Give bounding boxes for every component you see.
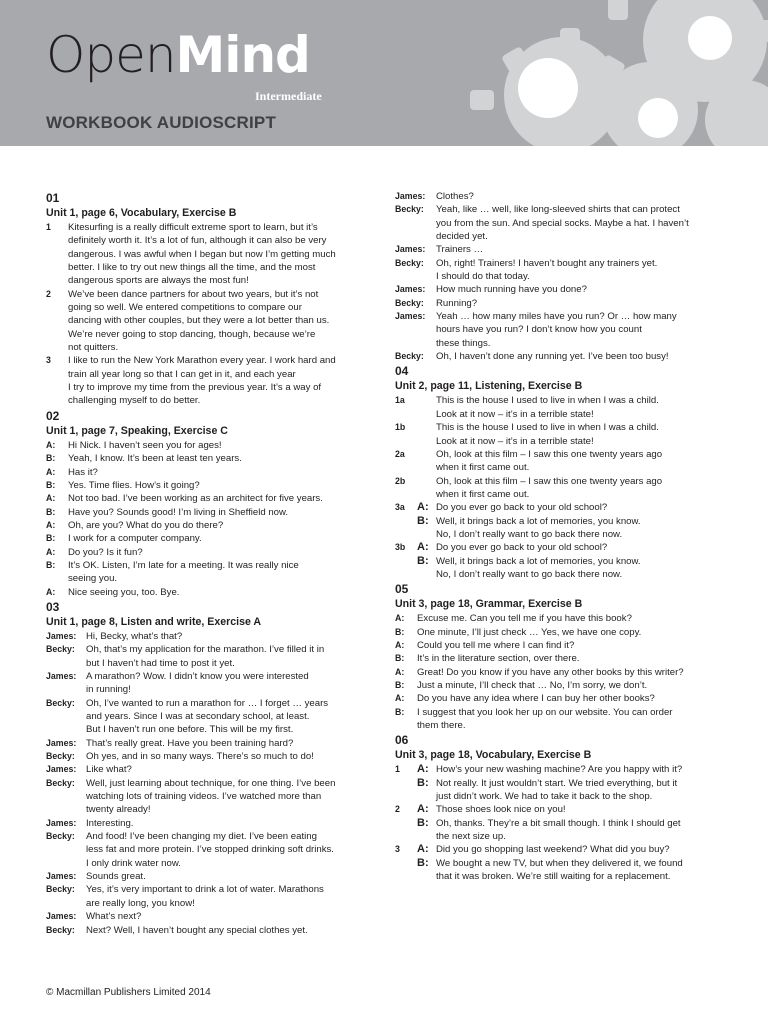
line-text: And food! I’ve been changing my diet. I’ve been eating less fat and more protein. I’ve stopped drinking soft drinks. I only drink water now. — [86, 831, 334, 869]
section-03-continued — [395, 190, 725, 363]
script-line — [395, 763, 725, 776]
line-text: Yeah, like … well, like long-sleeved shirts that can protect you from the sun. And special socks. Maybe a hat. I haven’t decided yet. — [436, 204, 689, 243]
speaker-label: 2a — [395, 448, 405, 459]
script-line — [395, 515, 725, 542]
brand-logo — [46, 26, 310, 84]
script-lines — [46, 439, 376, 599]
speaker-label: B: — [46, 533, 56, 544]
script-line — [395, 448, 725, 475]
script-line — [395, 555, 725, 582]
section-04 — [395, 363, 725, 581]
line-text: Do you ever go back to your old school? — [436, 502, 608, 514]
line-text: Yes. Time flies. How’s it going? — [68, 479, 200, 491]
script-line — [46, 817, 376, 830]
line-text: Next? Well, I haven’t bought any special clothes yet. — [86, 924, 308, 936]
header-band — [0, 0, 768, 146]
speaker-label: 3 — [395, 844, 400, 855]
script-line — [395, 257, 725, 284]
speaker-label: 3a — [395, 502, 405, 513]
script-line — [395, 777, 725, 804]
line-text: Did you go shopping last weekend? What did you buy? — [436, 844, 670, 856]
line-text: Kitesurfing is a really difficult extreme sport to learn, but it’s definitely worth it. It’s a lot of fun, although it can also be very dangerous. I was awful when I began but now I’m getting much better. I like to try out new things all the time, and the most dangerous sports are always the most fun! — [68, 222, 336, 287]
script-lines — [395, 394, 725, 581]
line-text: Oh, look at this film – I saw this one twenty years ago when it first came out. — [436, 475, 663, 500]
speaker-label: 1 — [46, 222, 51, 232]
line-text: Nice seeing you, too. Bye. — [68, 586, 180, 598]
speaker-label: James: — [46, 871, 77, 882]
speaker-label: 1b — [395, 422, 406, 433]
line-text: Well, it brings back a lot of memories, you know. No, I don’t really want to go back there now. — [436, 555, 641, 580]
speaker-label: A: — [46, 466, 56, 477]
script-line — [395, 190, 725, 203]
line-text: Hi Nick. I haven’t seen you for ages! — [68, 439, 222, 451]
section-06 — [395, 732, 725, 883]
script-line — [46, 452, 376, 465]
speaker-label: James: — [46, 817, 77, 828]
line-text: Great! Do you know if you have any other books by this writer? — [417, 666, 684, 678]
script-line — [46, 697, 376, 737]
script-line — [46, 559, 376, 586]
speaker-label: Becky: — [395, 257, 424, 268]
sub-speaker-label: A: — [417, 803, 429, 816]
script-line — [395, 541, 725, 554]
script-line — [46, 532, 376, 545]
script-line — [46, 546, 376, 559]
script-lines — [395, 190, 725, 363]
speaker-label: James: — [395, 244, 426, 255]
speaker-label: James: — [46, 737, 77, 748]
script-line — [395, 350, 725, 363]
speaker-label: 2 — [46, 288, 51, 299]
line-text: I work for a computer company. — [68, 533, 202, 545]
line-text: It’s in the literature section, over there. — [417, 653, 580, 665]
line-text: Not really. It just wouldn’t start. We tried everything, but it just didn’t work. We had to take it back to the shop. — [436, 777, 678, 803]
section-title: Unit 1, page 8, Listen and write, Exercise A — [46, 615, 262, 628]
script-line — [46, 883, 376, 910]
speaker-label: Becky: — [46, 831, 75, 842]
section-number: 03 — [46, 599, 60, 614]
script-line — [46, 763, 376, 776]
line-text: Do you ever go back to your old school? — [436, 542, 608, 554]
speaker-label: James: — [395, 311, 426, 322]
speaker-label: A: — [46, 519, 56, 530]
script-line — [46, 492, 376, 505]
brand-mind: Mind — [175, 26, 310, 84]
speaker-label: James: — [46, 764, 77, 775]
speaker-label: B: — [395, 653, 405, 664]
script-line — [395, 394, 725, 421]
sub-speaker-label: B: — [417, 554, 429, 567]
line-text: It’s OK. Listen, I’m late for a meeting. It was really nice seeing you. — [68, 559, 299, 585]
speaker-label: B: — [395, 680, 405, 690]
speaker-label: B: — [46, 506, 56, 517]
script-line — [46, 737, 376, 750]
line-text: Well, just learning about technique, for one thing. I’ve been watching lots of training videos. I’ve watched more than twenty already! — [86, 777, 336, 816]
line-text: Do you have any idea where I can buy her other books? — [417, 693, 655, 705]
speaker-label: Becky: — [395, 204, 424, 215]
script-line — [395, 283, 725, 296]
script-lines — [46, 221, 376, 408]
line-text: Excuse me. Can you tell me if you have this book? — [417, 613, 632, 625]
line-text: Oh, right! Trainers! I haven’t bought any trainers yet. I should do that today. — [436, 257, 658, 283]
speaker-label: B: — [46, 479, 56, 490]
script-line — [46, 924, 376, 937]
line-text: Hi, Becky, what’s that? — [86, 630, 183, 642]
script-line — [46, 479, 376, 492]
script-line — [46, 670, 376, 697]
sub-speaker-label: B: — [417, 856, 429, 869]
line-text: Yes, it’s very important to drink a lot of water. Marathons are really long, you know! — [86, 884, 324, 909]
script-line — [46, 750, 376, 763]
speaker-label: James: — [395, 191, 426, 201]
script-line — [395, 843, 725, 856]
script-line — [395, 817, 725, 844]
line-text: Clothes? — [436, 191, 474, 202]
speaker-label: James: — [46, 911, 77, 922]
section-number: 04 — [395, 364, 409, 379]
speaker-label: A: — [395, 666, 405, 677]
line-text: Running? — [436, 297, 478, 309]
speaker-label: A: — [395, 639, 405, 650]
speaker-label: 1 — [395, 764, 400, 775]
script-line — [46, 630, 376, 643]
speaker-label: Becky: — [46, 644, 75, 655]
script-line — [395, 501, 725, 514]
line-text: I suggest that you look her up on our website. You can order them there. — [417, 706, 673, 732]
script-line — [46, 870, 376, 883]
line-text: This is the house I used to live in when I was a child. Look at it now – it’s in a terrible state! — [436, 395, 659, 420]
script-line — [46, 586, 376, 599]
speaker-label: A: — [395, 613, 405, 624]
script-line — [395, 706, 725, 733]
script-line — [46, 288, 376, 355]
script-lines — [46, 630, 376, 937]
line-text: That’s really great. Have you been training hard? — [86, 737, 294, 749]
script-line — [395, 243, 725, 256]
section-03 — [46, 599, 376, 937]
line-text: How’s your new washing machine? Are you happy with it? — [436, 764, 683, 776]
section-05 — [395, 581, 725, 732]
line-text: Do you? Is it fun? — [68, 546, 143, 558]
speaker-label: James: — [395, 284, 426, 295]
script-line — [395, 639, 725, 652]
script-line — [395, 692, 725, 705]
speaker-label: Becky: — [395, 351, 424, 362]
sub-speaker-label: A: — [417, 541, 429, 554]
sub-speaker-label: B: — [417, 514, 429, 527]
speaker-label: James: — [46, 670, 77, 681]
speaker-label: James: — [46, 630, 77, 641]
level-label: Intermediate — [255, 89, 322, 103]
line-text: We bought a new TV, but when they delivered it, we found that it was broken. We’re still waiting for a replacement. — [436, 857, 683, 883]
sub-speaker-label: B: — [417, 816, 429, 829]
line-text: Have you? Sounds good! I’m living in Sheffield now. — [68, 506, 289, 518]
line-text: Well, it brings back a lot of memories, you know. No, I don’t really want to go back there now. — [436, 515, 641, 540]
sub-speaker-label: B: — [417, 776, 429, 789]
speaker-label: A: — [395, 693, 405, 704]
line-text: Oh, thanks. They’re a bit small though. I think I should get the next size up. — [436, 817, 681, 843]
line-text: This is the house I used to live in when I was a child. Look at it now – it’s in a terrible state! — [436, 422, 659, 447]
line-text: Oh, I haven’t done any running yet. I’ve been too busy! — [436, 351, 669, 363]
line-text: Like what? — [86, 764, 132, 776]
section-title: Unit 2, page 11, Listening, Exercise B — [395, 380, 583, 393]
speaker-label: Becky: — [46, 751, 75, 762]
section-title: Unit 1, page 6, Vocabulary, Exercise B — [46, 207, 237, 219]
script-line — [395, 612, 725, 625]
speaker-label: 2b — [395, 475, 406, 486]
script-line — [395, 803, 725, 816]
script-lines — [395, 612, 725, 732]
line-text: Oh, look at this film – I saw this one twenty years ago when it first came out. — [436, 448, 663, 474]
script-line — [395, 297, 725, 310]
speaker-label: A: — [46, 439, 56, 450]
section-title: Unit 3, page 18, Grammar, Exercise B — [395, 598, 583, 611]
speaker-label: 3 — [46, 355, 51, 366]
line-text: Interesting. — [86, 817, 134, 829]
script-line — [395, 679, 725, 692]
section-number: 05 — [395, 582, 409, 597]
section-title: Unit 1, page 7, Speaking, Exercise C — [46, 424, 228, 437]
speaker-label: Becky: — [46, 924, 75, 935]
section-number: 06 — [395, 733, 409, 748]
line-text: I like to run the New York Marathon every year. I work hard and train all year long so that I can get in it, and each year I try to improve my time from the previous year. It’s a way of challenging myself to do better. — [68, 355, 336, 407]
copyright-footer: © Macmillan Publishers Limited 2014 — [46, 987, 211, 998]
speaker-label: A: — [46, 546, 56, 557]
sub-speaker-label: A: — [417, 501, 429, 514]
line-text: Those shoes look nice on you! — [436, 804, 566, 816]
line-text: A marathon? Wow. I didn’t know you were interested in running! — [86, 670, 309, 696]
speaker-label: 2 — [395, 804, 400, 815]
page-title: WORKBOOK AUDIOSCRIPT — [46, 113, 277, 132]
speaker-label: Becky: — [46, 777, 75, 788]
script-line — [46, 910, 376, 923]
line-text: Oh yes, and in so many ways. There’s so much to do! — [86, 751, 314, 763]
script-line — [395, 203, 725, 243]
script-line — [395, 626, 725, 639]
script-line — [46, 221, 376, 288]
line-text: Could you tell me where I can find it? — [417, 639, 575, 651]
left-column — [46, 190, 376, 937]
line-text: Oh, are you? What do you do there? — [68, 519, 224, 531]
script-lines — [395, 763, 725, 883]
speaker-label: B: — [395, 706, 405, 717]
line-text: What’s next? — [86, 911, 142, 923]
sub-speaker-label: A: — [417, 843, 429, 856]
section-title: Unit 3, page 18, Vocabulary, Exercise B — [395, 749, 592, 762]
speaker-label: A: — [46, 493, 56, 504]
speaker-label: Becky: — [46, 884, 75, 895]
line-text: One minute, I’ll just check … Yes, we have one copy. — [417, 626, 642, 638]
sub-speaker-label: A: — [417, 763, 429, 776]
script-line — [46, 777, 376, 817]
speaker-label: 1a — [395, 395, 405, 406]
section-number: 01 — [46, 191, 60, 205]
script-line — [395, 475, 725, 502]
line-text: We’ve been dance partners for about two years, but it’s not going so well. We entered competitions to compare our dancing with other couples, but they were a lot better than us. We’re never going to stop dancing, though, because we’re not quitters. — [68, 288, 330, 354]
speaker-label: B: — [46, 453, 56, 464]
line-text: Sounds great. — [86, 871, 146, 883]
speaker-label: Becky: — [46, 697, 75, 708]
script-line — [395, 310, 725, 350]
speaker-label: B: — [395, 626, 405, 637]
line-text: Yeah, I know. It’s been at least ten years. — [68, 453, 242, 465]
script-line — [395, 857, 725, 884]
line-text: Trainers … — [436, 244, 484, 256]
line-text: Just a minute, I’ll check that … No, I’m sorry, we don’t. — [417, 680, 648, 691]
line-text: Oh, that’s my application for the marathon. I’ve filled it in but I haven’t had time to post it yet. — [86, 644, 325, 669]
brand-open: Open — [46, 26, 176, 84]
script-line — [395, 666, 725, 679]
script-line — [46, 643, 376, 670]
section-01 — [46, 190, 376, 408]
speaker-label: A: — [46, 586, 56, 597]
right-column — [395, 190, 725, 883]
line-text: Not too bad. I’ve been working as an architect for five years. — [68, 493, 323, 505]
speaker-label: Becky: — [395, 297, 424, 308]
script-line — [395, 421, 725, 448]
script-line — [46, 506, 376, 519]
script-line — [46, 519, 376, 532]
speaker-label: 3b — [395, 542, 406, 553]
script-line — [46, 830, 376, 870]
script-line — [46, 354, 376, 407]
script-line — [46, 439, 376, 452]
script-line — [395, 652, 725, 665]
line-text: Oh, I’ve wanted to run a marathon for … I forget … years and years. Since I was at secondary school, at least. But I haven’t run one before. This will be my first. — [86, 697, 329, 736]
line-text: Yeah … how many miles have you run? Or … how many hours have you run? I don’t know how you count these things. — [436, 311, 677, 349]
line-text: How much running have you done? — [436, 284, 587, 296]
section-02 — [46, 408, 376, 599]
line-text: Has it? — [68, 466, 98, 478]
speaker-label: B: — [46, 559, 56, 570]
script-line — [46, 466, 376, 479]
section-number: 02 — [46, 408, 60, 423]
